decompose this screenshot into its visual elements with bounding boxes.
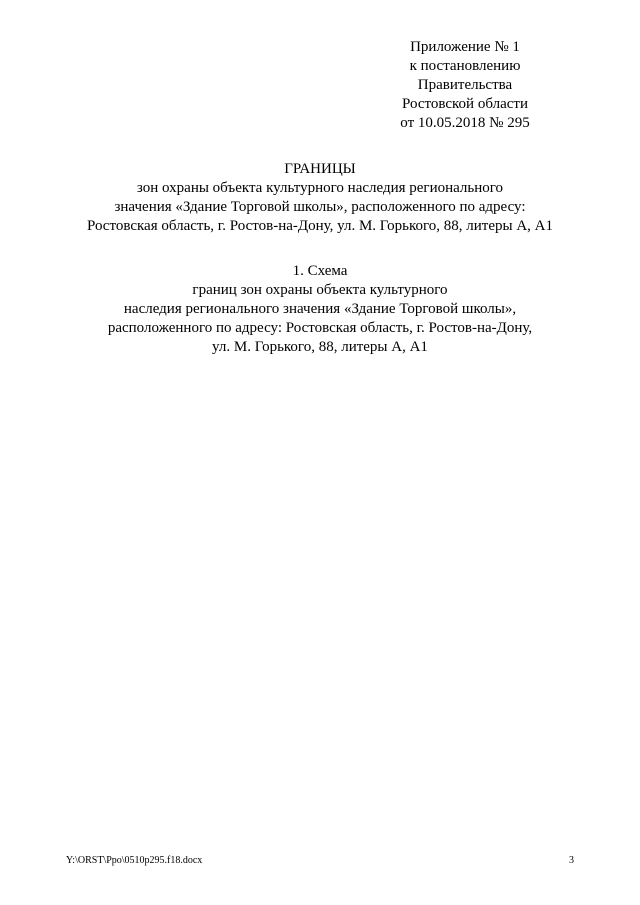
scheme-line: ул. М. Горького, 88, литеры А, А1 [212,339,428,355]
document-title [0,160,640,236]
footer-page-number: 3 [569,855,574,866]
appendix-line: Ростовской области [402,96,528,112]
appendix-line: к постановлению [409,58,521,74]
scheme-line: расположенного по адресу: Ростовская область, г. Ростов-на-Дону, [107,320,533,336]
appendix-line: Правительства [417,77,513,93]
appendix-reference [355,38,575,133]
title-heading: ГРАНИЦЫ [284,161,356,177]
appendix-line: Приложение № 1 [410,39,520,55]
footer-file-path: Y:\ORST\Ppo\0510p295.f18.docx [66,855,203,866]
scheme-section [0,262,640,357]
scheme-line: наследия регионального значения «Здание Торговой школы», [123,301,517,317]
title-line: зон охраны объекта культурного наследия регионального [136,180,504,196]
scheme-heading: 1. Схема [292,263,348,279]
appendix-line: от 10.05.2018 № 295 [400,115,530,131]
scheme-line: границ зон охраны объекта культурного [192,282,448,298]
title-line: Ростовская область, г. Ростов-на-Дону, ул. М. Горького, 88, литеры А, А1 [86,218,554,234]
title-line: значения «Здание Торговой школы», расположенного по адресу: [114,199,526,215]
